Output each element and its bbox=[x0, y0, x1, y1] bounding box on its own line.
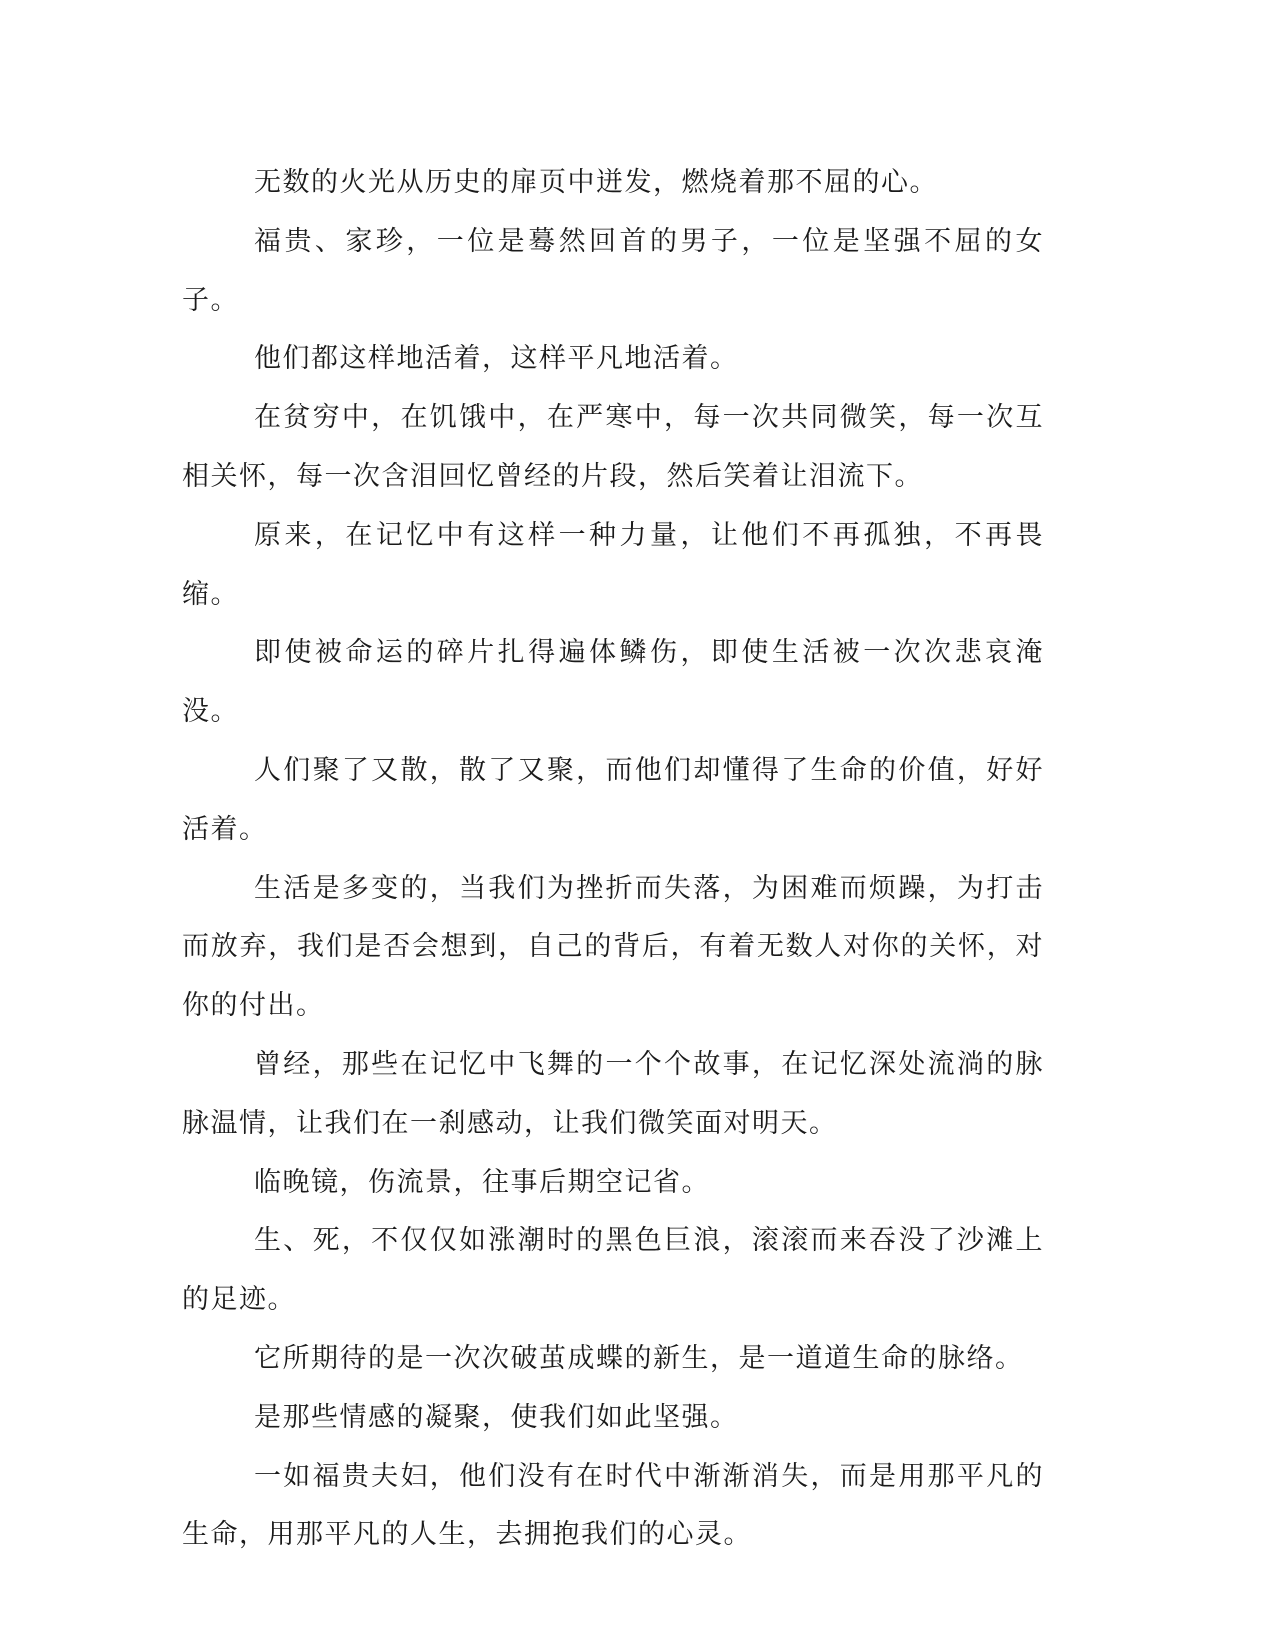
paragraph-12: 它所期待的是一次次破茧成蝶的新生，是一道道生命的脉络。 bbox=[254, 1342, 1024, 1374]
paragraph-11: 生、死，不仅仅如涨潮时的黑色巨浪，滚滚而来吞没了沙滩上的足迹。 bbox=[182, 1225, 1044, 1316]
paragraph-6: 即使被命运的碎片扎得遍体鳞伤，即使生活被一次次悲哀淹没。 bbox=[182, 637, 1044, 728]
paragraph-2: 福贵、家珍，一位是蓦然回首的男子，一位是坚强不屈的女子。 bbox=[182, 225, 1044, 316]
paragraph-13: 是那些情感的凝聚，使我们如此坚强。 bbox=[254, 1401, 739, 1433]
paragraph-5: 原来，在记忆中有这样一种力量，让他们不再孤独，不再畏缩。 bbox=[182, 519, 1044, 610]
paragraph-9: 曾经，那些在记忆中飞舞的一个个故事，在记忆深处流淌的脉脉温情，让我们在一刹感动，让我们微笑面对明天。 bbox=[182, 1048, 1044, 1139]
paragraph-7: 人们聚了又散，散了又聚，而他们却懂得了生命的价值，好好活着。 bbox=[182, 754, 1044, 845]
paragraph-3: 他们都这样地活着，这样平凡地活着。 bbox=[254, 343, 739, 375]
paragraph-14: 一如福贵夫妇，他们没有在时代中渐渐消失，而是用那平凡的生命，用那平凡的人生，去拥抱我们的心灵。 bbox=[182, 1460, 1044, 1551]
paragraph-4: 在贫穷中，在饥饿中，在严寒中，每一次共同微笑，每一次互相关怀，每一次含泪回忆曾经的片段，然后笑着让泪流下。 bbox=[182, 402, 1044, 492]
paragraph-1: 无数的火光从历史的扉页中迸发，燃烧着那不屈的心。 bbox=[254, 167, 938, 198]
document-body bbox=[182, 154, 1044, 1565]
paragraph-10: 临晚镜，伤流景，往事后期空记省。 bbox=[254, 1166, 710, 1198]
paragraph-8: 生活是多变的，当我们为挫折而失落，为困难而烦躁，为打击而放弃，我们是否会想到，自己的背后，有着无数人对你的关怀，对你的付出。 bbox=[182, 872, 1044, 1022]
